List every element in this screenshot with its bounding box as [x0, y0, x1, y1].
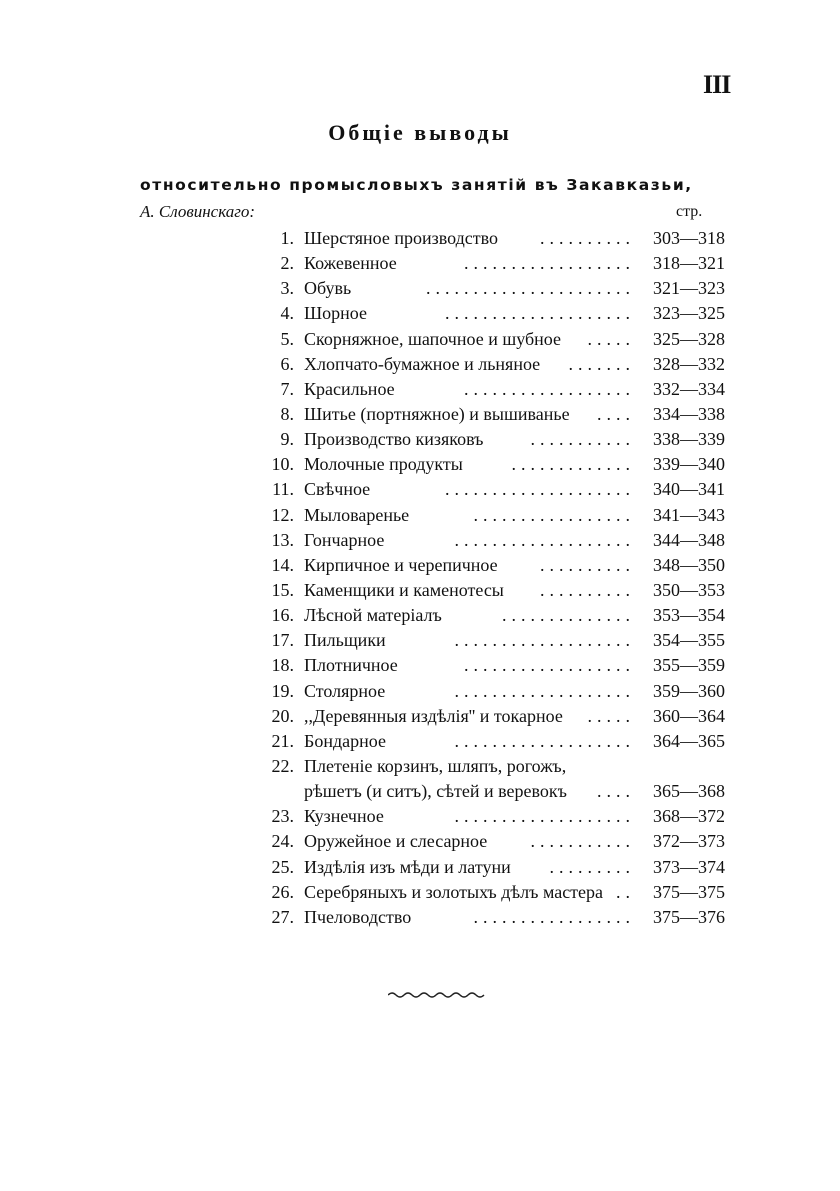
dot-leader: ...................: [454, 529, 635, 550]
toc-entry: [0, 352, 840, 377]
toc-entry-number: 20.: [271, 705, 294, 726]
dot-leader: ....................: [445, 479, 635, 500]
toc-entry-page-range: 368—372: [653, 806, 725, 827]
toc-entry-page-range: 359—360: [653, 680, 725, 701]
toc-entry-number: 4.: [280, 303, 294, 324]
toc-entry-page-range: 341—343: [653, 504, 725, 525]
toc-entry-number: 18.: [271, 655, 294, 676]
toc-entry-label: Оружейное и слесарное: [304, 831, 488, 852]
toc-entry-page-range: 338—339: [653, 429, 725, 450]
toc-entry-page-range: 354—355: [653, 630, 725, 651]
dot-leader: ...................: [454, 806, 635, 827]
toc-entry-label: Шитье (портняжное) и вышиванье: [304, 403, 570, 424]
toc-entry: [0, 578, 840, 603]
toc-entry-number: 23.: [271, 806, 294, 827]
dot-leader: ..................: [464, 378, 635, 399]
toc-entry-page-range: 334—338: [653, 403, 725, 424]
toc-entry: [0, 226, 840, 251]
dot-leader: ...................: [454, 630, 635, 651]
toc-entry-number: 14.: [271, 554, 294, 575]
toc-entry-label: Столярное: [304, 680, 386, 701]
toc-entry: [0, 477, 840, 502]
table-of-contents: [0, 226, 840, 930]
toc-entry: [0, 301, 840, 326]
toc-entry-label: Издѣлія изъ мѣди и латуни: [304, 856, 511, 877]
toc-entry-label: Обувь: [304, 278, 352, 299]
dot-leader: ..........: [540, 579, 635, 600]
toc-entry: [0, 829, 840, 854]
toc-entry-label: Плотничное: [304, 655, 398, 676]
toc-entry: [0, 503, 840, 528]
toc-entry-number: 11.: [272, 479, 294, 500]
toc-entry-page-range: 339—340: [653, 454, 725, 475]
toc-entry-page-range: 348—350: [653, 554, 725, 575]
toc-entry: [0, 452, 840, 477]
toc-entry-label: Шорное: [304, 303, 367, 324]
toc-entry-number: 24.: [271, 831, 294, 852]
toc-entry: [0, 754, 840, 804]
toc-entry-label: Мыловаренье: [304, 504, 410, 525]
toc-entry: [0, 905, 840, 930]
toc-entry-label: Свѣчное: [304, 479, 371, 500]
subtitle: относительно промысловыхъ занятій въ Закавказьи,: [140, 176, 693, 194]
toc-entry-page-range: 340—341: [653, 479, 725, 500]
toc-entry-page-range: 318—321: [653, 253, 725, 274]
toc-entry: [0, 276, 840, 301]
dot-leader: ...........: [530, 831, 635, 852]
dot-leader: .............: [511, 454, 635, 475]
toc-entry-label: Бондарное: [304, 730, 386, 751]
toc-entry-page-range: 373—374: [653, 856, 725, 877]
toc-entry-label: Серебряныхъ и золотыхъ дѣлъ мастера: [304, 881, 604, 902]
toc-entry-page-range: 328—332: [653, 353, 725, 374]
toc-entry-number: 13.: [271, 529, 294, 550]
decorative-squiggle-divider: [388, 990, 488, 1000]
toc-entry-number: 16.: [271, 605, 294, 626]
toc-entry-page-range: 321—323: [653, 278, 725, 299]
toc-entry-page-range: 364—365: [653, 730, 725, 751]
toc-entry-number: 6.: [280, 353, 294, 374]
toc-entry-number: 1.: [280, 228, 294, 248]
toc-entry-label: Шерстяное производство: [304, 228, 499, 248]
toc-entry-number: 7.: [280, 378, 294, 399]
page-number: III: [703, 70, 731, 99]
toc-entry-page-range: 375—376: [653, 906, 725, 927]
toc-entry-label: Скорняжное, шапочное и шубное: [304, 328, 561, 349]
toc-entry: [0, 427, 840, 452]
dot-leader: ....: [597, 780, 635, 801]
toc-entry-number: 21.: [271, 730, 294, 751]
dot-leader: ......................: [426, 278, 635, 299]
toc-entry: [0, 628, 840, 653]
page-title: Общіе выводы: [328, 120, 512, 145]
toc-entry: [0, 855, 840, 880]
dot-leader: .....: [587, 705, 635, 726]
dot-leader: ..................: [464, 655, 635, 676]
toc-entry-label: Молочные продукты: [304, 454, 463, 475]
toc-entry-label: ,,Деревянныя издѣлія'' и токарное: [304, 705, 563, 726]
toc-entry-number: 2.: [280, 253, 294, 274]
toc-entry-label: Кузнечное: [304, 806, 384, 827]
toc-entry-page-range: 365—368: [653, 780, 725, 801]
dot-leader: ....................: [445, 303, 635, 324]
toc-entry: [0, 402, 840, 427]
toc-entry: [0, 327, 840, 352]
toc-entry-number: 9.: [280, 429, 294, 450]
dot-leader: ...........: [530, 429, 635, 450]
toc-entry-label-continuation: рѣшетъ (и ситъ), сѣтей и веревокъ: [304, 780, 567, 801]
toc-entry: [0, 679, 840, 704]
dot-leader: ..: [616, 881, 635, 902]
dot-leader: ..............: [502, 605, 635, 626]
pages-column-header: стр.: [676, 203, 703, 220]
toc-entry-page-range: 332—334: [653, 378, 725, 399]
toc-entry: [0, 603, 840, 628]
dot-leader: ....: [597, 403, 635, 424]
dot-leader: ..........: [540, 228, 635, 248]
dot-leader: .................: [473, 504, 635, 525]
toc-entry-number: 26.: [271, 881, 294, 902]
toc-entry-page-range: 325—328: [653, 328, 725, 349]
toc-entry-label: Хлопчато-бумажное и льняное: [304, 353, 541, 374]
dot-leader: ..........: [540, 554, 635, 575]
toc-entry-label: Пчеловодство: [304, 906, 412, 927]
toc-entry-number: 27.: [271, 906, 294, 927]
toc-entry-number: 10.: [271, 454, 294, 475]
dot-leader: .................: [473, 906, 635, 927]
toc-entry-page-range: 375—375: [653, 881, 725, 902]
toc-entry-label: Кирпичное и черепичное: [304, 554, 498, 575]
toc-entry-page-range: 350—353: [653, 579, 725, 600]
dot-leader: .....: [587, 328, 635, 349]
toc-entry-page-range: 353—354: [653, 605, 725, 626]
toc-entry: [0, 729, 840, 754]
toc-entry-label: Кожевенное: [304, 253, 397, 274]
dot-leader: ...................: [454, 680, 635, 701]
toc-entry-page-range: 303—318: [653, 228, 725, 248]
toc-entry-label: Производство кизяковъ: [304, 429, 484, 450]
toc-entry: [0, 553, 840, 578]
toc-entry-label: Пильщики: [304, 630, 386, 651]
toc-entry-label: Каменщики и каменотесы: [304, 579, 504, 600]
dot-leader: .......: [568, 353, 635, 374]
toc-entry: [0, 704, 840, 729]
toc-entry-page-range: 372—373: [653, 831, 725, 852]
toc-entry-label: Гончарное: [304, 529, 385, 550]
toc-entry-number: 3.: [280, 278, 294, 299]
toc-entry-number: 5.: [280, 328, 294, 349]
toc-entry-page-range: 323—325: [653, 303, 725, 324]
toc-entry-number: 12.: [271, 504, 294, 525]
toc-entry: [0, 251, 840, 276]
toc-entry-number: 22.: [271, 755, 294, 776]
dot-leader: ..................: [464, 253, 635, 274]
toc-entry-label: Красильное: [304, 378, 395, 399]
toc-entry: [0, 653, 840, 678]
toc-entry-label: Лѣсной матеріалъ: [304, 605, 442, 626]
toc-entry-label: Плетеніе корзинъ, шляпъ, рогожъ,: [304, 755, 567, 776]
toc-entry-number: 19.: [271, 680, 294, 701]
toc-entry: [0, 804, 840, 829]
dot-leader: ...................: [454, 730, 635, 751]
author: А. Словинскаго:: [140, 202, 256, 221]
toc-entry-page-range: 344—348: [653, 529, 725, 550]
toc-entry-number: 15.: [271, 579, 294, 600]
dot-leader: .........: [549, 856, 635, 877]
toc-entry-number: 8.: [280, 403, 294, 424]
toc-entry-page-range: 360—364: [653, 705, 725, 726]
toc-entry: [0, 880, 840, 905]
toc-entry: [0, 528, 840, 553]
toc-entry-number: 17.: [271, 630, 294, 651]
toc-entry-number: 25.: [271, 856, 294, 877]
toc-entry-page-range: 355—359: [653, 655, 725, 676]
toc-entry: [0, 377, 840, 402]
